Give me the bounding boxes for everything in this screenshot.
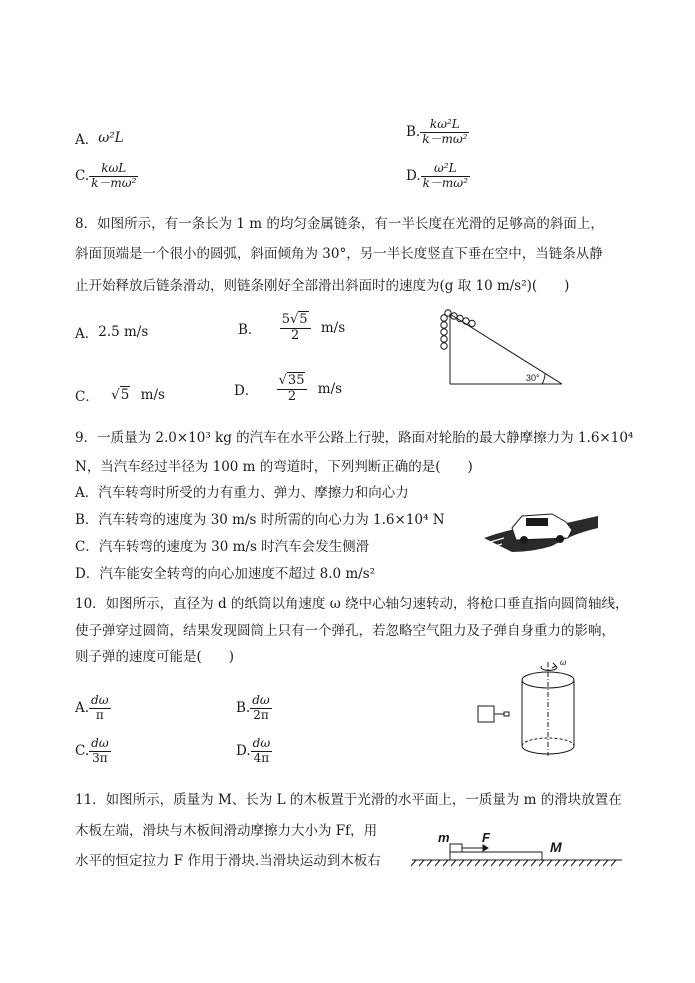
q7-option-b	[406, 118, 469, 147]
fraction-denominator: 2	[280, 328, 311, 344]
q7-option-c	[75, 162, 138, 191]
rotating-cylinder-figure	[472, 656, 584, 760]
option-text: ω²L	[98, 130, 124, 146]
q9-option-a: A．汽车转弯时所受的力有重力、弹力、摩擦力和向心力	[75, 485, 409, 501]
fraction-numerator: dω	[252, 693, 270, 707]
option-fraction	[250, 694, 271, 723]
chain-link	[445, 310, 451, 316]
radicand: 5	[120, 387, 130, 403]
rotation-arrowhead	[552, 663, 556, 668]
option-label: D．	[234, 383, 259, 400]
chain-link	[469, 320, 475, 326]
q9-option-b: B．汽车转弯的速度为 30 m/s 时所需的向心力为 1.6×10⁴ N	[75, 512, 445, 528]
fraction-numerator: 5√5	[281, 312, 308, 327]
car-on-curve-figure	[482, 494, 600, 556]
option-label: C.	[75, 168, 90, 185]
chain-link	[441, 329, 447, 335]
option-fraction	[89, 694, 110, 723]
q10-option-b	[236, 694, 272, 723]
option-fraction	[89, 737, 110, 766]
angle-arc	[542, 374, 545, 384]
coefficient: 5	[281, 312, 290, 327]
chain-link	[441, 336, 447, 342]
label-F: F	[482, 830, 490, 845]
omega-label: ω	[560, 658, 567, 667]
label-M: M	[550, 839, 562, 855]
q10-option-a	[75, 694, 111, 723]
chain-link	[463, 318, 469, 324]
q10-stem-line1: 10．如图所示，直径为 d 的纸筒以角速度 ω 绕中心轴匀速转动，将枪口垂直指向圆筒轴线，	[75, 596, 629, 612]
car-wheel	[556, 535, 564, 543]
option-label: B.	[406, 124, 421, 141]
fraction-numerator: dω	[252, 736, 271, 750]
radicand: 5	[299, 312, 308, 327]
ground-hatch	[411, 860, 616, 866]
option-fraction	[420, 118, 469, 147]
q11-stem-line2: 木板左端，滑块与木板间滑动摩擦力大小为 Ff，用	[75, 823, 378, 839]
fraction-denominator: k－mω²	[422, 175, 468, 190]
option-label: A．	[75, 326, 99, 342]
q8-stem-line2: 斜面顶端是一个很小的圆弧，斜面倾角为 30°，另一半长度竖直下垂在空中，当链条从静	[75, 246, 603, 262]
fraction-numerator: kω²L	[429, 117, 460, 131]
car-wheel	[520, 536, 528, 544]
option-unit: m/s	[317, 381, 343, 398]
fraction-numerator: kωL	[101, 161, 127, 175]
option-label: D.	[236, 743, 251, 760]
q11-stem-line1: 11．如图所示，质量为 M、长为 L 的木板置于光滑的水平面上，一质量为 m 的滑块放置在	[75, 792, 622, 808]
option-fraction	[421, 162, 470, 191]
option-unit: m/s	[320, 320, 346, 337]
q10-stem-line2: 使子弹穿过圆筒，结果发现圆筒上只有一个弹孔，若忽略空气阻力及子弹自身重力的影响，	[75, 623, 615, 639]
fraction-denominator: 3π	[89, 751, 110, 766]
chain-link	[441, 343, 447, 349]
q9-stem-line1: 9．一质量为 2.0×10³ kg 的汽车在水平公路上行驶，路面对轮胎的最大静摩擦力为 1.6×10⁴	[75, 430, 634, 446]
fraction-denominator: 2	[277, 389, 308, 405]
q7-option-d	[406, 162, 470, 191]
radicand: 35	[287, 373, 305, 388]
gun-body	[478, 706, 494, 722]
fraction-denominator: k－mω²	[91, 175, 137, 190]
q8-stem-line3: 止开始释放后链条滑动，则链条刚好全部滑出斜面时的速度为(g 取 10 m/s²)( )	[75, 278, 570, 294]
option-label: C.	[75, 743, 90, 760]
q7-option-a	[75, 128, 124, 148]
option-fraction	[251, 737, 272, 766]
option-label: A．	[75, 132, 99, 148]
fraction-numerator: √35	[278, 373, 305, 388]
q8-option-c	[75, 385, 165, 405]
option-label: D.	[406, 168, 421, 185]
option-label: C．	[75, 389, 99, 405]
fraction-numerator: dω	[91, 693, 109, 707]
q9-option-d: D．汽车能安全转弯的向心加速度不超过 8.0 m/s²	[75, 566, 376, 582]
fraction-denominator: π	[89, 708, 110, 723]
q8-stem-line1: 8．如图所示，有一条长为 1 m 的均匀金属链条，有一半长度在光滑的足够高的斜面上，	[75, 216, 604, 232]
label-m: m	[438, 830, 450, 845]
block-plank-figure	[408, 822, 628, 870]
q8-option-b	[238, 313, 345, 344]
chain-link	[441, 322, 447, 328]
force-arrowhead	[483, 845, 488, 851]
option-label: B.	[236, 700, 251, 717]
q11-stem-line3: 水平的恒定拉力 F 作用于滑块.当滑块运动到木板右	[75, 853, 381, 869]
option-radical: √5	[111, 387, 130, 403]
car-body	[512, 514, 572, 540]
option-label: B．	[238, 322, 262, 339]
fraction-numerator: ω²L	[433, 161, 457, 175]
slider-block	[450, 844, 462, 852]
fraction-denominator: k－mω²	[422, 131, 468, 146]
q10-stem-line3: 则子弹的速度可能是( )	[75, 649, 235, 665]
car-window	[526, 518, 548, 526]
option-fraction	[277, 374, 308, 405]
q10-option-c	[75, 737, 111, 766]
option-unit: m/s	[140, 387, 165, 403]
option-text: 2.5 m/s	[98, 324, 149, 340]
option-fraction	[89, 162, 138, 191]
plank	[450, 852, 542, 860]
fraction-numerator: dω	[91, 736, 109, 750]
angle-label: 30°	[526, 373, 540, 383]
q10-option-d	[236, 737, 272, 766]
q9-option-c: C．汽车转弯的速度为 30 m/s 时汽车会发生侧滑	[75, 539, 370, 555]
incline-chain-figure	[430, 308, 570, 390]
option-label: A.	[75, 700, 90, 717]
fraction-denominator: 2π	[250, 708, 271, 723]
q9-stem-line2: N，当汽车经过半径为 100 m 的弯道时，下列判断正确的是( )	[75, 459, 473, 475]
q8-option-a	[75, 322, 148, 342]
option-fraction	[280, 313, 311, 344]
gun-muzzle	[504, 712, 509, 716]
fraction-denominator: 4π	[251, 751, 272, 766]
q8-option-d	[234, 374, 342, 405]
